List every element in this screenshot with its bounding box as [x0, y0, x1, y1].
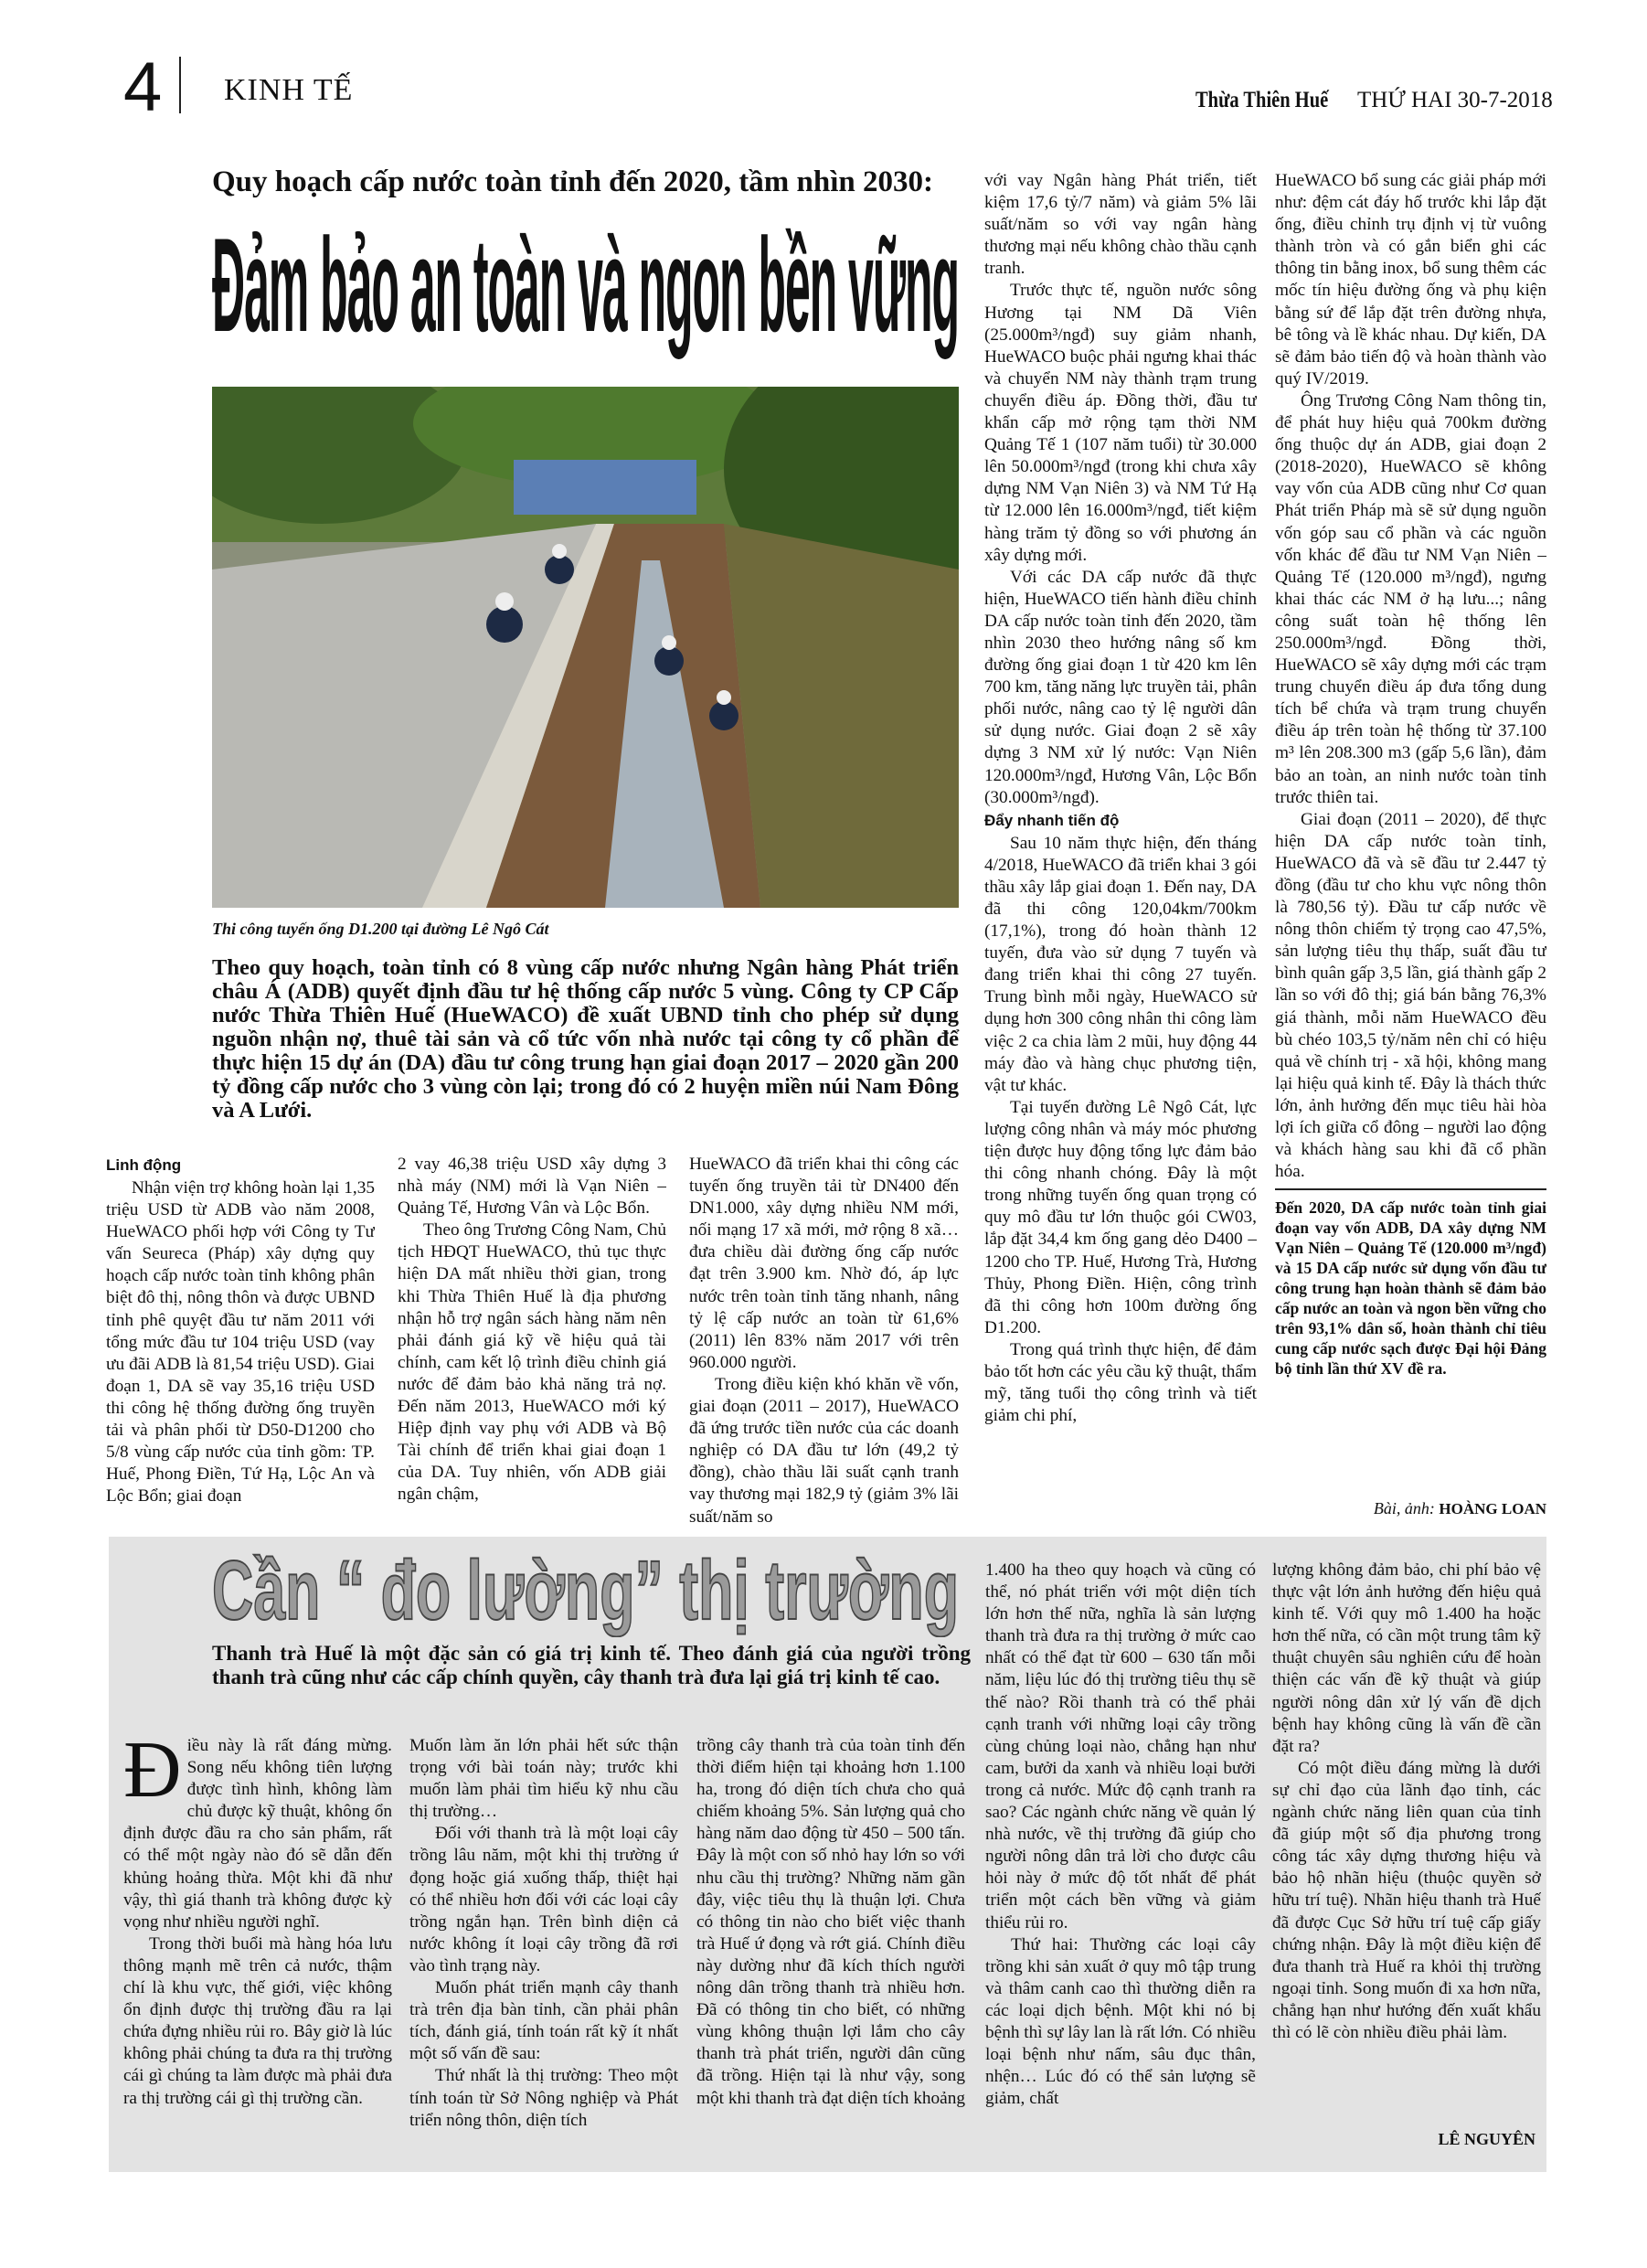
paragraph: Muốn làm ăn lớn phải hết sức thận trọng với bài toán này; trước khi muốn làm phải tìm hiểu kỹ nhu cầu thị trường… [409, 1736, 678, 1822]
page-number: 4 [123, 48, 163, 126]
paragraph: Giai đoạn (2011 – 2020), để thực hiện DA cấp nước toàn tỉnh, HueWACO đã và sẽ đầu tư 2.447 tỷ đồng (đầu tư cho khu vực nông thôn là 780,56 tỷ). Đầu tư cấp nước về nông thôn chiếm tỷ trọng cao 47,5%, sản lượng tiêu thụ thấp, suất đầu tư bình quân gấp 3,5 lần, giá thành gấp 2 lần so với đô thị; giá bán bằng 76,3% giá thành, mỗi năm HueWACO đều bù chéo 103,5 tỷ/năm nên chỉ có hiệu quả về chính trị - xã hội, không mang lại hiệu quả kinh tế. Đây là thách thức lớn, ảnh hưởng đến mục tiêu hài hòa lợi ích giữa cổ đông – người lao động và khách hàng sau khi đã cổ phần hóa. [1275, 809, 1546, 1182]
paragraph: Ông Trương Công Nam thông tin, để phát huy hiệu quả 700km đường ống thuộc dự án ADB, giai đoạn 2 (2018-2020), HueWACO sẽ không vay vốn của ADB cũng như Cơ quan Phát triển Pháp mà sẽ sử dụng nguồn vốn góp sau cổ phần và các nguồn vốn khác để đầu tư NM Vạn Niên – Quảng Tế (120.000 m³/ngđ), ngưng khai thác các NM ở hạ lưu...; nâng công suất toàn hệ thống lên 250.000m³/ngđ. Đồng thời, HueWACO sẽ xây dựng mới các trạm trung chuyển điều áp đưa tổng dung tích bể chứa và trạm trung chuyển điều áp trên toàn hệ thống từ 37.100 m³ lên 208.300 m3 (gấp 5,6 lần), đảm bảo an toàn, an ninh nước toàn tỉnh trước thiên tai. [1275, 390, 1546, 807]
paragraph: trồng cây thanh trà của toàn tỉnh đến thời điểm hiện tại khoảng hơn 1.100 ha, trong đó diện tích chưa cho quả chiếm khoảng 5%. Sản lượng quả cho hàng năm dao động từ 450 – 500 tấn. Đây là một con số nhỏ hay lớn so với nhu cầu thị trường? Những năm gần đây, việc tiêu thụ là thuận lợi. Chưa có thông tin nào cho biết việc thanh trà Huế ứ đọng và rớt giá. Chính điều này dường như đã kích thích người nông dân trồng thanh trà nhiều hơn. Đã có thông tin cho biết, có những vùng không thuận lợi lắm cho cây thanh trà phát triển, người dân cũng đã trồng. Hiện tại là như vậy, song một khi thanh trà đạt diện tích khoảng [696, 1736, 965, 2108]
highlight-box: Đến 2020, DA cấp nước toàn tỉnh giai đoạn vay vốn ADB, DA xây dựng NM Vạn Niên – Quảng Tế (120.000 m³/ngđ) và 15 DA cấp nước sử dụng vốn đầu tư công trung hạn hoàn thành sẽ đảm bảo cấp nước an toàn và ngon bền vững cho trên 93,1% dân số, hoàn thành chỉ tiêu cung cấp nước sạch được Đại hội Đảng bộ tỉnh lần thứ XV đề ra. [1275, 1188, 1546, 1379]
paragraph: Muốn phát triển mạnh cây thanh trà trên địa bàn tỉnh, cần phải phân tích, đánh giá, tính toán rất kỹ ít nhất một số vấn đề sau: [409, 1978, 678, 2064]
paragraph: 1.400 ha theo quy hoạch và cũng có thể, nó phát triển với một diện tích lớn hơn thế nữa, nghĩa là sản lượng thanh trà đưa ra thị trường ở mức cao nhất có thể đạt từ 600 – 630 tấn mỗi năm, liệu lúc đó thị trường tiêu thụ sẽ thế nào? Rồi thanh trà có thể phải cạnh tranh với những loại cây trồng cùng chủng loại nào, chẳng hạn như cam, bưởi da xanh và nhiều loại bưởi trong cả nước. Mức độ cạnh tranh ra sao? Các ngành chức năng về quản lý nhà nước, về thị trường đã giúp cho người nông dân trả lời cho được câu hỏi này ở mức độ tốt nhất để phát triển một cách bền vững và giảm thiểu rủi ro. [985, 1560, 1256, 1933]
article2-column-4 [985, 1560, 1256, 2156]
article1-column-1 [106, 1154, 375, 1528]
paragraph: Trong quá trình thực hiện, để đảm bảo tốt hơn các yêu cầu kỹ thuật, thẩm mỹ, tăng tuổi thọ công trình và tiết giảm chi phí, [984, 1339, 1257, 1426]
paragraph: Trước thực tế, nguồn nước sông Hương tại NM Dã Viên (25.000m³/ngđ) suy giảm nhanh, HueWACO buộc phải ngưng khai thác và chuyển NM này thành trạm trung chuyển điều áp. Đồng thời, đầu tư khẩn cấp mở rộng tạm thời NM Quảng Tế 1 (107 năm tuổi) từ 30.000 lên 50.000m³/ngđ (trong khi chưa xây dựng NM Vạn Niên 3) và NM Tứ Hạ từ 12.000 lên 16.000m³/ngđ, tiết kiệm hàng trăm tỷ đồng so với phương án xây dựng mới. [984, 281, 1257, 565]
article1-column-2 [398, 1154, 666, 1528]
paragraph: Thứ hai: Thường các loại cây trồng khi sản xuất ở quy mô tập trung và thâm canh cao thì thường diễn ra các loại dịch bệnh. Một khi nó bị bệnh thì sự lây lan là rất lớn. Có nhiều loại bệnh như nấm, sâu đục thân, nhện… Lúc đó có thể sản lượng sẽ giảm, chất [985, 1934, 1256, 2109]
article1-column-4 [984, 170, 1257, 1527]
article1-headline: Đảm bảo an toàn và ngon bền vững [212, 210, 959, 359]
paragraph: Có một điều đáng mừng là dưới sự chỉ đạo của lãnh đạo tỉnh, các ngành chức năng liên quan của tỉnh đã giúp một số địa phương trong công tác xây dựng thương hiệu và bảo hộ nhãn hiệu (thuộc quyền sở hữu trí tuệ). Nhãn hiệu thanh trà Huế đã được Cục Sở hữu trí tuệ cấp giấy chứng nhận. Đây là một điều kiện để đưa thanh trà Huế ra khỏi thị trường ngoại tỉnh. Song muốn đi xa hơn nữa, chẳng hạn như hướng đến xuất khẩu thì có lẽ còn nhiều điều phải làm. [1272, 1758, 1541, 2042]
paragraph: 2 vay 46,38 triệu USD xây dựng 3 nhà máy (NM) mới là Vạn Niên – Quảng Tế, Hương Vân và Lộc Bổn. [398, 1155, 666, 1219]
byline-prefix: Bài, ảnh: [1373, 1499, 1435, 1517]
paragraph: Đối với thanh trà là một loại cây trồng lâu năm, một khi thị trường ứ đọng hoặc giá xuống thấp, thiệt hại có thể nhiều hơn đối với các loại cây trồng ngắn hạn. Trên bình diện cả nước không ít loại cây trồng đã rơi vào tình trạng này. [409, 1824, 678, 1975]
paragraph: với vay Ngân hàng Phát triển, tiết kiệm 17,6 tỷ/7 năm) và giảm 5% lãi suất/năm so với vay ngân hàng thương mại nếu không chào thầu cạnh tranh. [984, 171, 1257, 279]
article2-column-1 [123, 1735, 392, 2156]
subheading: Linh động [106, 1156, 182, 1174]
article2-column-5 [1272, 1560, 1541, 2126]
paragraph: Tại tuyến đường Lê Ngô Cát, lực lượng công nhân và máy móc phương tiện được huy động tổng lực đảm bảo thi công nhanh chóng. Đây là một trong những tuyến ống quan trọng có quy mô đầu tư lớn thuộc gói CW03, lắp đặt 34,4 km ống gang dẻo D400 – 1200 cho TP. Huế, Hương Trà, Hương Thủy, Phong Điền. Hiện, công trình đã thi công hơn 100m đường ống D1.200. [984, 1097, 1257, 1337]
article1-column-3 [689, 1154, 959, 1528]
article1-photo [212, 387, 959, 908]
paragraph: Với các DA cấp nước đã thực hiện, HueWACO tiến hành điều chỉnh DA cấp nước toàn tỉnh đến 2020, tầm nhìn 2030 theo hướng nâng số km đường ống giai đoạn 1 từ 420 km lên 700 km, tăng năng lực truyền tải, phân phối nước, nâng cao tỷ lệ người dân sử dụng nước. Giai đoạn 2 sẽ xây dựng 3 NM xử lý nước: Vạn Niên 120.000m³/ngđ, Hương Vân, Lộc Bổn (30.000m³/ngđ). [984, 567, 1257, 807]
article2-column-3 [696, 1735, 965, 2156]
paragraph: HueWACO đã triển khai thi công các tuyến ống truyền tải từ DN400 đến DN1.000, xây dựng nhiều NM mới, nối mạng 17 xã mới, mở rộng 8 xã… đưa chiều dài đường ống cấp nước đạt trên 3.900 km. Nhờ đó, áp lực nước trên toàn tỉnh tăng nhanh, nâng tỷ lệ cấp nước an toàn từ 61,6% (2011) lên 83% năm 2017 với trên 960.000 người. [689, 1155, 959, 1372]
issue-date: THỨ HAI 30-7-2018 [1357, 88, 1553, 112]
article2-lead: Thanh trà Huế là một đặc sản có giá trị kinh tế. Theo đánh giá của người trồng thanh trà cũng như các cấp chính quyền, cây thanh trà đưa lại giá trị kinh tế cao. [212, 1642, 971, 1688]
newspaper-name: Thừa Thiên Huế [1195, 88, 1329, 112]
article2-byline: LÊ NGUYÊN [1438, 2130, 1535, 2148]
byline-author: HOÀNG LOAN [1439, 1500, 1546, 1517]
paragraph: Sau 10 năm thực hiện, đến tháng 4/2018, HueWACO đã triển khai 3 gói thầu xây lắp giai đoạn 1. Đến nay, DA đã thi công 120,04km/700km (17,1%), trong đó hoàn thành 12 tuyến, đưa vào sử dụng 7 tuyến và đang triển khai thi công 27 tuyến. Trung bình mỗi ngày, HueWACO sử dụng hơn 300 công nhân thi công làm việc 2 ca chia làm 2 mũi, huy động 44 máy đào và hàng chục phương tiện, vật tư khác. [984, 833, 1257, 1095]
subheading: Đẩy nhanh tiến độ [984, 811, 1120, 829]
paragraph: Trong thời buổi mà hàng hóa lưu thông mạnh mẽ trên cả nước, thậm chí là khu vực, thế giới, việc không ổn định được thị trường đầu ra lại chứa đựng nhiều rủi ro. Bây giờ là lúc không phải chúng ta đưa ra thị trường cái gì chúng ta làm được mà phải đưa ra thị trường cái gì thị trường cần. [123, 1933, 392, 2108]
article1-column-5 [1275, 170, 1546, 1496]
paragraph: HueWACO bổ sung các giải pháp mới như: đệm cát đáy hố trước khi lắp đặt ống, điều chỉnh trụ định vị từ vuông thành tròn và có gắn biển ghi các thông tin bằng inox, bổ sung thêm các mốc tín hiệu đường ống và phụ kiện bằng sứ để lắp đặt trên đường nhựa, bê tông và lề khác nhau. Dự kiến, DA sẽ đảm bảo tiến độ và hoàn thành vào quý IV/2019. [1275, 171, 1546, 389]
article1-byline [1275, 1499, 1546, 1518]
paragraph: Trong điều kiện khó khăn về vốn, giai đoạn (2011 – 2017), HueWACO đã ứng trước tiền nước của các doanh nghiệp có DA đầu tư lớn (49,2 tỷ đồng), chào thầu lãi suất cạnh tranh vay thương mại 182,9 tỷ (giảm 3% lãi suất/năm so [689, 1374, 959, 1527]
paragraph: Nhận viện trợ không hoàn lại 1,35 triệu USD từ ADB vào năm 2008, HueWACO phối hợp với Công ty Tư vấn Seureca (Pháp) xây dựng quy hoạch cấp nước toàn tỉnh không phân biệt đô thị, nông thôn và được UBND tỉnh phê quyệt đầu tư năm 2011 với tổng mức đầu tư 104 triệu USD (vay ưu đãi ADB là 81,54 triệu USD). Giai đoạn 1, DA sẽ vay 35,16 triệu USD thi công hệ thống đường ống truyền tải và phân phối từ D50-D1200 cho 5/8 vùng cấp nước của tỉnh gồm: TP. Huế, Phong Điền, Tứ Hạ, Lộc An và Lộc Bổn; giai đoạn [106, 1178, 375, 1507]
paragraph: Thứ nhất là thị trường: Theo một tính toán từ Sở Nông nghiệp và Phát triển nông thôn, diện tích [409, 2066, 678, 2130]
photo-caption: Thi công tuyến ống D1.200 tại đường Lê Ngô Cát [212, 920, 549, 938]
paragraph: iều này là rất đáng mừng. Song nếu không tiên lượng được tình hình, không làm chủ được kỹ thuật, không ổn định được đầu ra cho sản phẩm, rất có thể một ngày nào đó sẽ dẫn đến khủng hoảng thừa. Một khi đã như vậy, thì giá thanh trà không được kỳ vọng như nhiều người nghĩ. [123, 1736, 392, 1932]
drop-cap: Đ [123, 1735, 182, 1815]
article1-lead: Theo quy hoạch, toàn tỉnh có 8 vùng cấp nước nhưng Ngân hàng Phát triển châu Á (ADB) quyết định đầu tư hệ thống cấp nước 5 vùng. Công ty CP Cấp nước Thừa Thiên Huế (HueWACO) đề xuất UBND tỉnh cho phép sử dụng nguồn nhận nợ, thuê tài sản và cổ tức vốn nhà nước tại công ty cổ phần để thực hiện 15 dự án (DA) đầu tư công trung hạn giai đoạn 2017 – 2020 gần 200 tỷ đồng cấp nước cho 3 vùng còn lại; trong đó có 2 huyện miền núi Nam Đông và A Lưới. [212, 955, 959, 1123]
paragraph: lượng không đảm bảo, chi phí bảo vệ thực vật lớn ảnh hưởng đến hiệu quả kinh tế. Với quy mô 1.400 ha hoặc hơn thế nữa, có cần một trung tâm kỹ thuật chuyên sâu nghiên cứu để hoàn thiện các vấn đề kỹ thuật và giúp người nông dân xử lý vấn đề dịch bệnh hay không cũng là vấn đề cần đặt ra? [1272, 1560, 1541, 1756]
section-name: KINH TẾ [224, 73, 354, 107]
header-divider [179, 57, 181, 113]
article2-column-2 [409, 1735, 678, 2156]
article1-kicker: Quy hoạch cấp nước toàn tỉnh đến 2020, tầm nhìn 2030: [212, 165, 933, 198]
paragraph: Theo ông Trương Công Nam, Chủ tịch HĐQT HueWACO, thủ tục thực hiện DA mất nhiều thời gian, trong khi Thừa Thiên Huế là địa phương nhận hỗ trợ ngân sách hàng năm nên phải đánh giá kỹ về hiệu quả tài chính, cam kết lộ trình điều chỉnh giá nước để đảm bảo khả năng trả nợ. Đến năm 2013, HueWACO mới ký Hiệp định vay phụ với ADB và Bộ Tài chính để triển khai giai đoạn 1 của DA. Tuy nhiên, vốn ADB giải ngân chậm, [398, 1220, 666, 1505]
article2-headline: Cần “ đo lường” thị trường [212, 1544, 959, 1637]
